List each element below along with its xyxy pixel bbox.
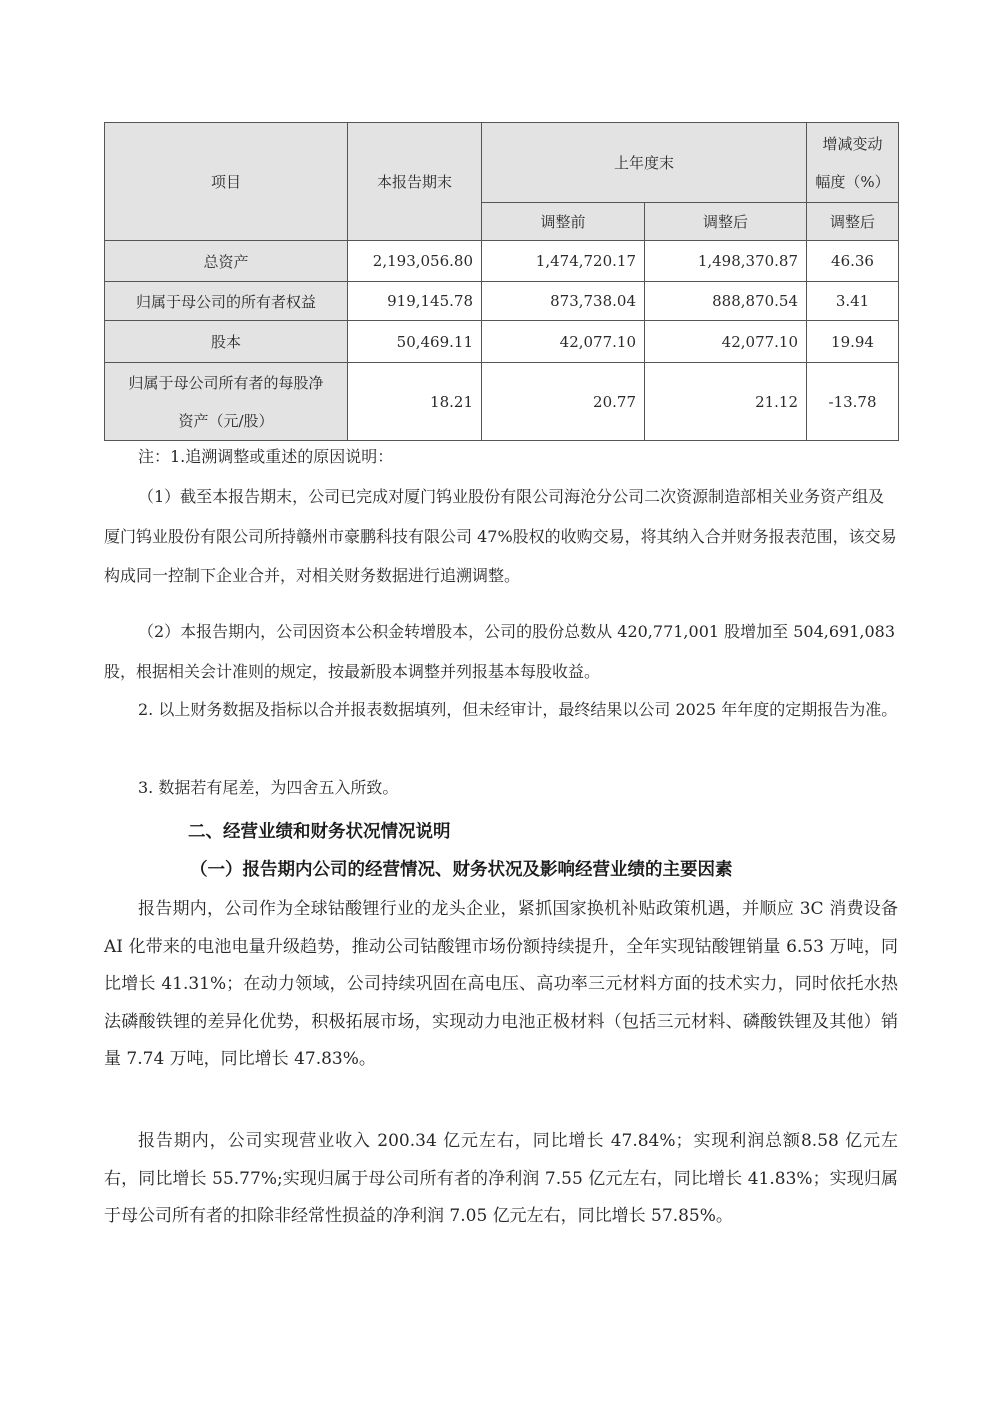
row-label-line2: 资产（元/股） — [178, 411, 274, 430]
header-current-period-end: 本报告期末 — [348, 123, 482, 241]
cell-change: 19.94 — [807, 321, 899, 363]
header-change-line2: 幅度（%） — [815, 172, 890, 191]
row-label: 总资产 — [105, 241, 348, 282]
cell-current: 18.21 — [348, 363, 482, 441]
note-1-paragraph-1: （1）截至本报告期末，公司已完成对厦门钨业股份有限公司海沧分公司二次资源制造部相关业务资产组及厦门钨业股份有限公司所持赣州市豪鹏科技有限公司 47%股权的收购交易，将其纳入合并财务报表范围，该交易构成同一控制下企业合并，对相关财务数据进行追溯调整。 — [104, 487, 897, 585]
financial-data-table — [104, 122, 899, 441]
section-paragraph-1: 报告期内，公司作为全球钴酸锂行业的龙头企业，紧抓国家换机补贴政策机遇，并顺应 3C 消费设备 AI 化带来的电池电量升级趋势，推动公司钴酸锂市场份额持续提升，全年实现钴酸锂销量 6.53 万吨，同比增长 41.31%；在动力领域，公司持续巩固在高电压、高功率三元材料方面的技术实力，同时依托水热法磷酸铁锂的差异化优势，积极拓展市场，实现动力电池正极材料（包括三元材料、磷酸铁锂及其他）销量 7.74 万吨，同比增长 47.83%。 — [104, 899, 898, 1069]
cell-before: 873,738.04 — [482, 282, 645, 321]
note-3: 3. 数据若有尾差，为四舍五入所致。 — [138, 778, 399, 797]
note-1-paragraph-2: （2）本报告期内，公司因资本公积金转增股本，公司的股份总数从 420,771,001 股增加至 504,691,083 股，根据相关会计准则的规定，按最新股本调整并列报基本每股收益。 — [104, 622, 896, 681]
cell-current: 50,469.11 — [348, 321, 482, 363]
table-row — [105, 321, 899, 363]
cell-current: 2,193,056.80 — [348, 241, 482, 282]
cell-change: -13.78 — [807, 363, 899, 441]
header-prior-year-end: 上年度末 — [482, 123, 807, 203]
table-header-row — [105, 123, 899, 203]
row-label — [105, 363, 348, 441]
cell-after: 888,870.54 — [645, 282, 807, 321]
row-label: 归属于母公司的所有者权益 — [105, 282, 348, 321]
note-1-title: 注：1.追溯调整或重述的原因说明： — [138, 447, 394, 466]
section-subheading: （一）报告期内公司的经营情况、财务状况及影响经营业绩的主要因素 — [190, 860, 733, 880]
row-label: 股本 — [105, 321, 348, 363]
cell-change: 46.36 — [807, 241, 899, 282]
cell-before: 42,077.10 — [482, 321, 645, 363]
header-change-rate — [807, 123, 899, 203]
header-change-line1: 增减变动 — [822, 134, 883, 153]
note-2: 2. 以上财务数据及指标以合并报表数据填列，但未经审计，最终结果以公司 2025 年年度的定期报告为准。 — [138, 700, 898, 719]
table-row — [105, 241, 899, 282]
cell-after: 21.12 — [645, 363, 807, 441]
cell-current: 919,145.78 — [348, 282, 482, 321]
cell-after: 1,498,370.87 — [645, 241, 807, 282]
table-row — [105, 282, 899, 321]
header-change-after-adjustment: 调整后 — [807, 203, 899, 241]
cell-change: 3.41 — [807, 282, 899, 321]
header-before-adjustment: 调整前 — [482, 203, 645, 241]
header-item: 项目 — [105, 123, 348, 241]
cell-after: 42,077.10 — [645, 321, 807, 363]
header-after-adjustment: 调整后 — [645, 203, 807, 241]
row-label-line1: 归属于母公司所有者的每股净 — [128, 373, 324, 392]
table-row — [105, 363, 899, 441]
cell-before: 1,474,720.17 — [482, 241, 645, 282]
cell-before: 20.77 — [482, 363, 645, 441]
section-heading: 二、经营业绩和财务状况情况说明 — [188, 822, 451, 842]
section-paragraph-2: 报告期内，公司实现营业收入 200.34 亿元左右，同比增长 47.84%；实现利润总额8.58 亿元左右，同比增长 55.77%;实现归属于母公司所有者的净利润 7.55 亿元左右，同比增长 41.83%；实现归属于母公司所有者的扣除非经常性损益的净利润 7.05 亿元左右，同比增长 57.85%。 — [104, 1131, 898, 1226]
